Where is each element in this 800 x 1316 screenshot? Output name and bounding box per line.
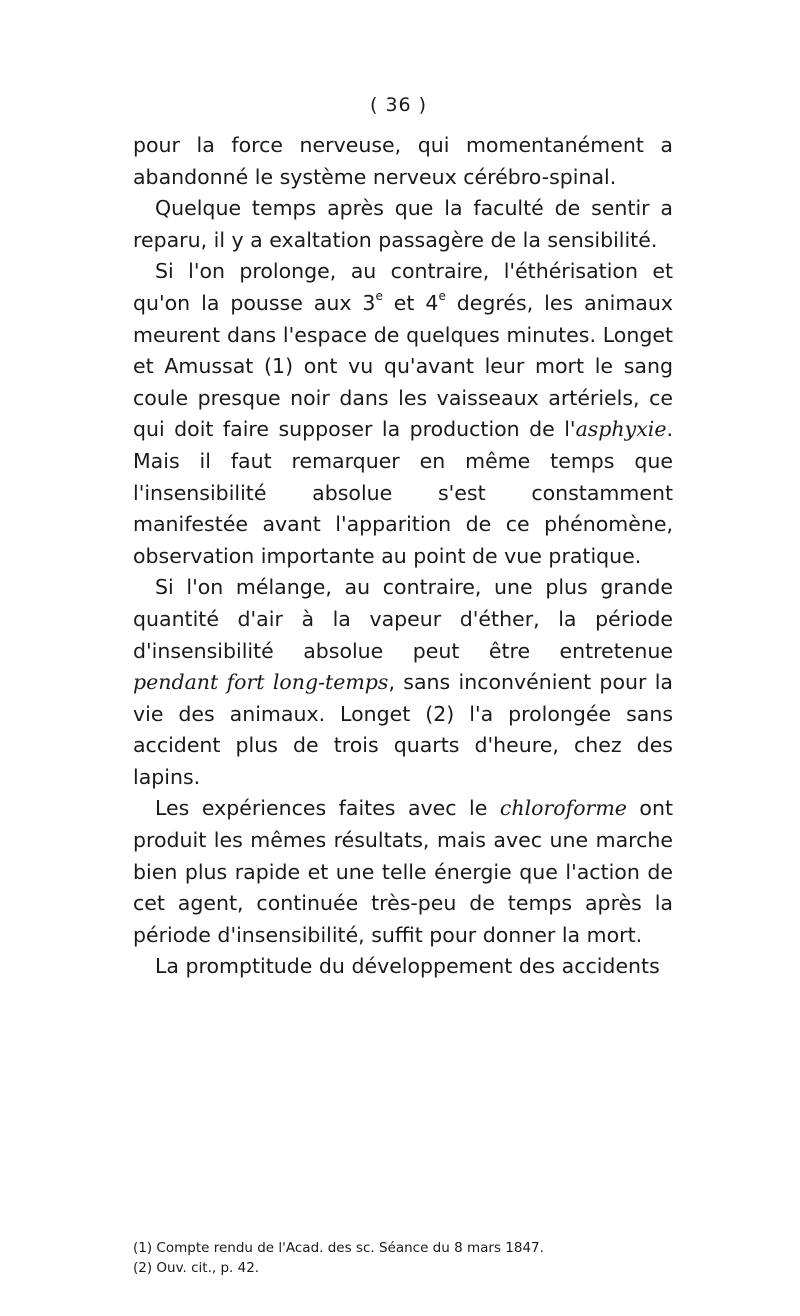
paragraph: pour la force nerveuse, qui momentanément a abandonné le système nerveux cérébro-spinal. bbox=[133, 133, 673, 189]
text-run: ont produit les mêmes résultats, mais avec une marche bien plus rapide et une telle énergie que l'action de cet agent, continuée très-peu de temps après la période d'insensibilité, suffit pour donner la mort. bbox=[133, 796, 674, 947]
footnote: (1) Compte rendu de l'Acad. des sc. Séance du 8 mars 1847. bbox=[133, 1240, 544, 1256]
italic-term: chloroforme bbox=[499, 796, 627, 821]
text-run: , sans inconvénient pour la vie des animaux. Longet (2) l'a prolongée sans accident plus de trois quarts d'heure, chez des lapins. bbox=[133, 670, 673, 789]
paragraph: Quelque temps après que la faculté de sentir a reparu, il y a exaltation passagère de la sensibilité. bbox=[133, 196, 673, 252]
footnotes bbox=[133, 1238, 673, 1278]
page-number: ( 36 ) bbox=[370, 94, 428, 116]
italic-term: asphyxie bbox=[575, 417, 667, 442]
paragraph bbox=[133, 793, 673, 951]
text-run: degrés, les animaux meurent dans l'espace de quelques minutes. Longet et Amussat (1) ont vu qu'avant leur mort le sang coule presque noir dans les vaisseaux artériels, ce qui doit faire supposer la production de l' bbox=[133, 290, 673, 442]
paragraph: La promptitude du développement des accidents bbox=[155, 954, 660, 979]
superscript: e bbox=[375, 289, 383, 304]
paragraph bbox=[133, 572, 673, 793]
text-run: Si l'on mélange, au contraire, une plus grande quantité d'air à la vapeur d'éther, la période d'insensibilité absolue peut être entretenue bbox=[133, 575, 673, 663]
text-run: Si l'on prolonge, au contraire, l'éthérisation et qu'on la pousse aux 3 bbox=[133, 259, 673, 315]
text-run: et 4 bbox=[382, 290, 439, 315]
text-run: Les expériences faites avec le bbox=[155, 796, 500, 821]
footnote: (2) Ouv. cit., p. 42. bbox=[133, 1260, 260, 1276]
paragraph bbox=[133, 256, 673, 572]
italic-term: pendant fort long-temps bbox=[133, 670, 389, 695]
text-run: . Mais il faut remarquer en même temps que l'insensibilité absolue s'est constamment manifestée avant l'apparition de ce phénomène, observation importante au point de vue pratique. bbox=[133, 417, 673, 568]
body-text bbox=[133, 130, 673, 983]
superscript: e bbox=[438, 289, 446, 304]
